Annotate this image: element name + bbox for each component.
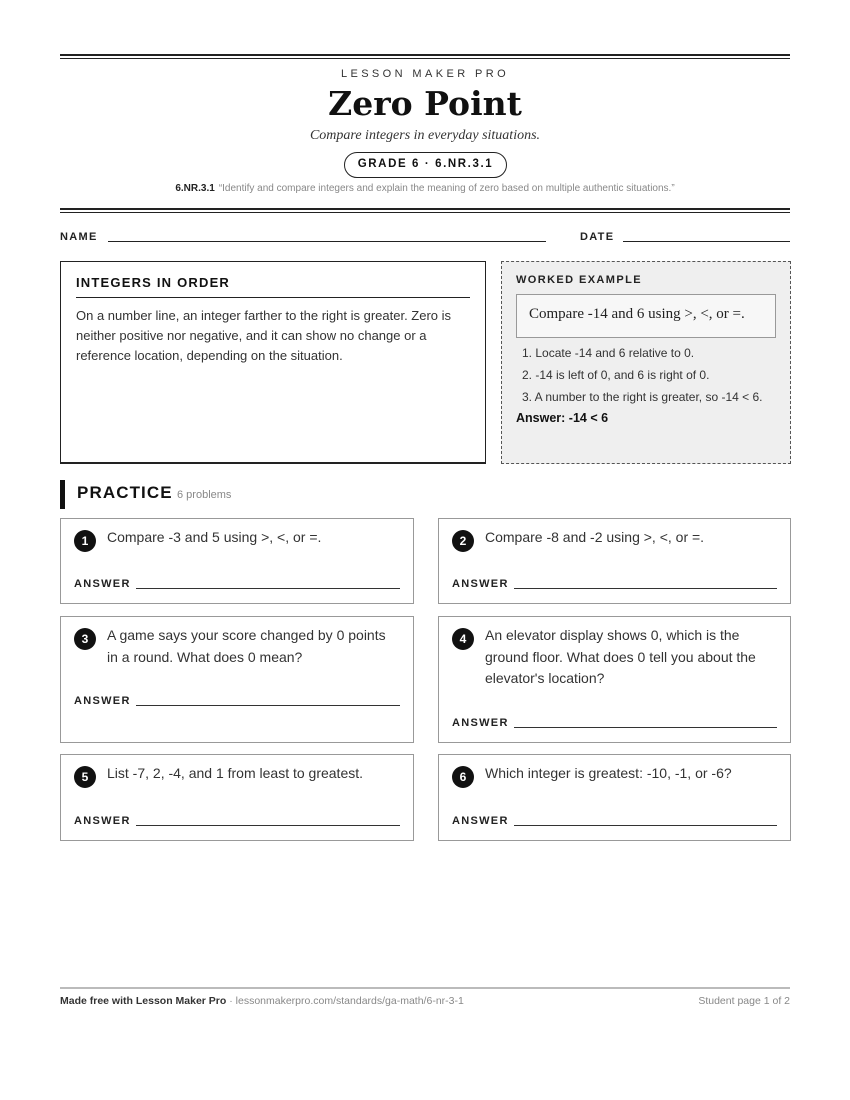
worked-example-heading: WORKED EXAMPLE xyxy=(516,274,642,286)
worked-example-box xyxy=(501,261,791,464)
brand-name: LESSON MAKER PRO xyxy=(340,68,510,80)
problem-text: A game says your score changed by 0 points in a round. What does 0 mean? xyxy=(107,627,386,665)
answer-field[interactable] xyxy=(136,588,400,589)
worksheet-title: Zero Point xyxy=(328,84,522,123)
problem-number-badge: 1 xyxy=(74,530,96,552)
footer-url[interactable]: · lessonmakerpro.com/standards/ga-math/6-nr-3-1 xyxy=(226,995,464,1007)
standard-code: 6.NR.3.1 xyxy=(175,183,215,194)
answer-label: ANSWER xyxy=(452,578,509,590)
concept-body: On a number line, an integer farther to the right is greater. Zero is neither positive nor negative, and it can show no change or a reference location, depending on the situation. xyxy=(76,308,452,363)
worksheet-subtitle: Compare integers in everyday situations. xyxy=(309,128,541,143)
answer-label: ANSWER xyxy=(74,695,131,707)
concept-heading: INTEGERS IN ORDER xyxy=(76,275,470,298)
answer-field[interactable] xyxy=(136,705,400,706)
problem-number-badge: 5 xyxy=(74,766,96,788)
practice-title: PRACTICE xyxy=(77,483,173,502)
answer-field[interactable] xyxy=(514,825,777,826)
problem-card-2 xyxy=(438,518,791,604)
problem-card-4 xyxy=(438,616,791,743)
worked-example-answer: Answer: -14 < 6 xyxy=(516,411,609,425)
problem-number-badge: 3 xyxy=(74,628,96,650)
answer-field[interactable] xyxy=(514,588,777,589)
answer-label: ANSWER xyxy=(452,815,509,827)
practice-count: 6 problems xyxy=(177,489,232,501)
problem-text: An elevator display shows 0, which is the ground floor. What does 0 tell you about the elevator's location? xyxy=(485,627,756,686)
worked-example-steps xyxy=(516,344,776,407)
name-field[interactable] xyxy=(108,241,546,242)
footer-page-number: Student page 1 of 2 xyxy=(698,995,790,1007)
footer-credit xyxy=(60,995,464,1007)
problem-number-badge: 4 xyxy=(452,628,474,650)
concept-box xyxy=(60,261,486,464)
worked-example-step: 1. Locate -14 and 6 relative to 0. xyxy=(522,346,695,360)
problem-text: Compare -3 and 5 using >, <, or =. xyxy=(107,529,322,545)
answer-field[interactable] xyxy=(514,727,777,728)
worked-example-question: Compare -14 and 6 using >, <, or =. xyxy=(516,294,776,338)
problem-text: List -7, 2, -4, and 1 from least to greatest. xyxy=(107,765,364,781)
practice-accent-bar xyxy=(60,480,65,509)
problem-number-badge: 6 xyxy=(452,766,474,788)
top-double-rule xyxy=(60,54,790,59)
standard-text: “Identify and compare integers and explain the meaning of zero based on multiple authentic situations.” xyxy=(218,183,675,194)
standard-line xyxy=(0,183,850,194)
problem-card-6 xyxy=(438,754,791,841)
problem-text: Compare -8 and -2 using >, <, or =. xyxy=(485,529,705,545)
date-field[interactable] xyxy=(623,241,790,242)
problem-number-badge: 2 xyxy=(452,530,474,552)
answer-label: ANSWER xyxy=(74,815,131,827)
answer-label: ANSWER xyxy=(74,578,131,590)
worked-example-step: 2. -14 is left of 0, and 6 is right of 0. xyxy=(522,368,710,382)
header-bottom-double-rule xyxy=(60,208,790,213)
footer-made-with: Made free with Lesson Maker Pro xyxy=(60,995,227,1007)
answer-label: ANSWER xyxy=(452,717,509,729)
date-label: DATE xyxy=(580,231,615,243)
problem-card-5 xyxy=(60,754,414,841)
answer-field[interactable] xyxy=(136,825,400,826)
problem-text: Which integer is greatest: -10, -1, or -6? xyxy=(485,765,732,781)
grade-badge: GRADE 6 · 6.NR.3.1 xyxy=(344,152,507,178)
problem-card-3 xyxy=(60,616,414,743)
worked-example-step: 3. A number to the right is greater, so -14 < 6. xyxy=(522,390,763,404)
footer-rule xyxy=(60,987,790,989)
name-label: NAME xyxy=(60,231,98,243)
problem-card-1 xyxy=(60,518,414,604)
